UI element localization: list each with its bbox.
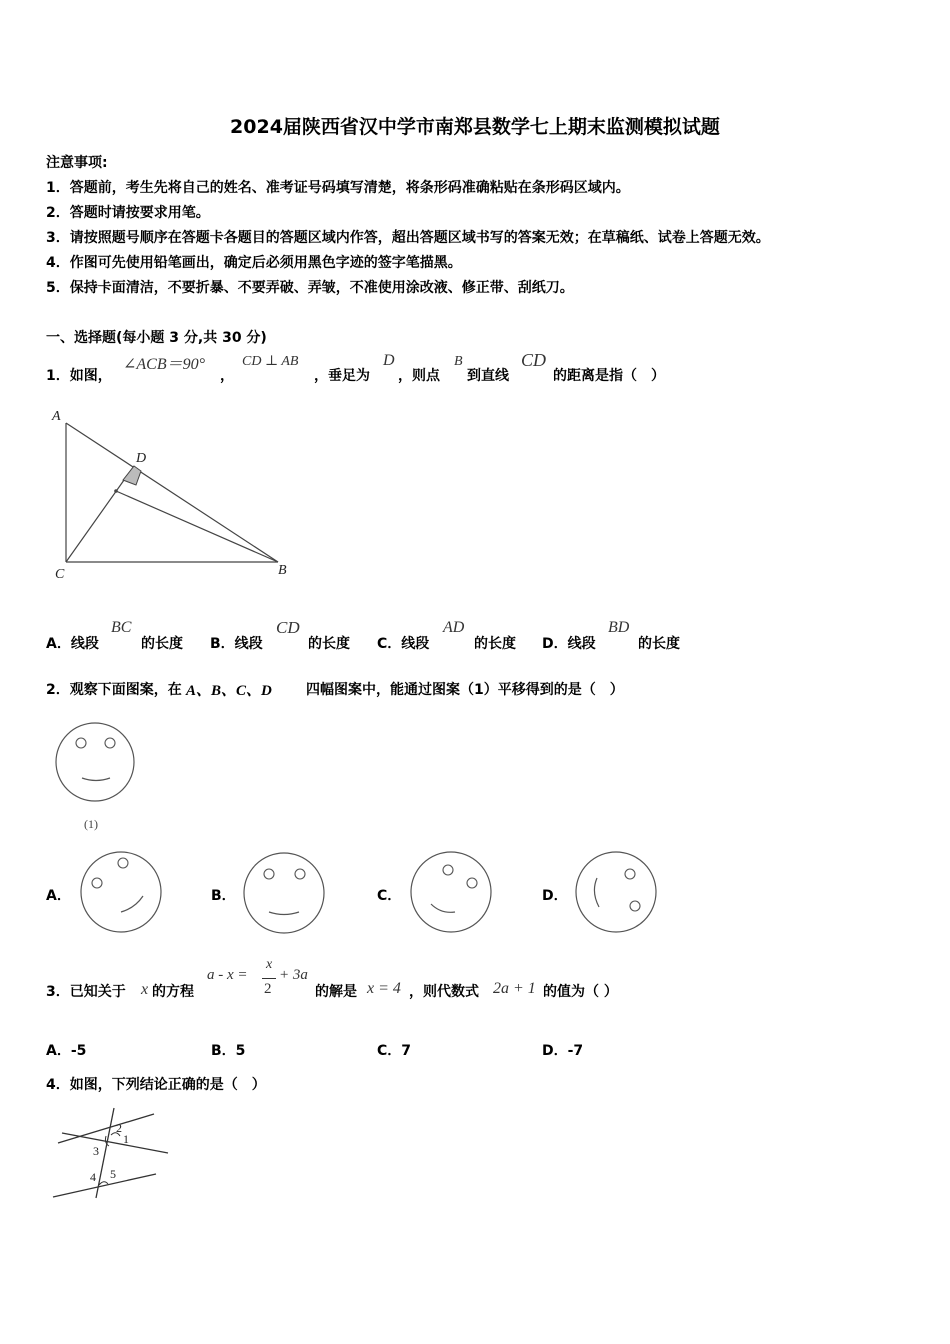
face-outline xyxy=(244,853,324,933)
q3-equation-left: a - x = xyxy=(207,967,248,983)
q1-option-a-suffix: 的长度 xyxy=(141,636,183,652)
q1-option-a-segment: BC xyxy=(111,619,132,636)
q1-text: ，垂足为 xyxy=(314,368,370,384)
angle-label-4: 4 xyxy=(90,1170,96,1184)
q1-option-b-letter[interactable]: B．线段 xyxy=(210,636,263,652)
q2-suffix: 四幅图案中，能通过图案（1）平移得到的是（ ） xyxy=(306,682,624,698)
horizontal-line-upper xyxy=(62,1133,168,1153)
face-eye xyxy=(118,858,128,868)
q1-line-cd: CD xyxy=(521,350,547,370)
right-angle-mark xyxy=(123,466,141,485)
q3-solution: x = 4 xyxy=(367,980,401,997)
q2-option-d[interactable]: D． xyxy=(542,888,568,904)
notice-item: 1．答题前，考生先将自己的姓名、准考证号码填写清楚，将条形码准确粘贴在条形码区域内。 xyxy=(46,180,630,196)
face-eye xyxy=(630,901,640,911)
angle-label-1: 1 xyxy=(123,1132,129,1146)
q3-variable-x: x xyxy=(141,981,149,998)
face-outline xyxy=(81,852,161,932)
face-outline xyxy=(56,723,134,801)
q4-lines-figure xyxy=(48,1100,178,1210)
angle-label-3: 3 xyxy=(93,1144,99,1158)
q1-option-b-segment: CD xyxy=(276,618,300,637)
q1-triangle-figure xyxy=(44,400,304,590)
q1-angle-formula: ∠ACB＝90° xyxy=(123,356,206,373)
q3-text: ，则代数式 xyxy=(409,984,479,1000)
q2-option-b[interactable]: B． xyxy=(211,888,236,904)
q3-fraction-denominator: 2 xyxy=(264,981,272,997)
q1-text: 的距离是指（ ） xyxy=(553,368,665,384)
q1-comma: ， xyxy=(220,368,234,384)
q1-text: ，则点 xyxy=(398,368,440,384)
q2-reference-face xyxy=(52,720,142,810)
q1-option-d-segment: BD xyxy=(608,619,630,636)
q1-option-c-segment: AD xyxy=(443,619,465,636)
q2-option-c-face xyxy=(407,850,495,938)
face-eye xyxy=(264,869,274,879)
q2-figure-caption: (1) xyxy=(84,817,98,831)
face-eye xyxy=(105,738,115,748)
point-e xyxy=(114,489,118,493)
face-outline xyxy=(576,852,656,932)
face-outline xyxy=(411,852,491,932)
face-mouth xyxy=(431,904,455,912)
face-eye xyxy=(295,869,305,879)
q1-text: 到直线 xyxy=(467,368,509,384)
q2-option-b-face xyxy=(241,850,329,938)
q3-text: 的方程 xyxy=(152,984,194,1000)
angle-label-2: 2 xyxy=(116,1121,122,1135)
q1-point-d: D xyxy=(383,352,395,369)
label-c: C xyxy=(55,567,65,582)
face-mouth xyxy=(269,912,299,915)
q3-option-c[interactable]: C．7 xyxy=(377,1043,412,1059)
q3-expression: 2a + 1 xyxy=(493,980,536,997)
page-title: 2024届陕西省汉中学市南郑县数学七上期末监测模拟试题 xyxy=(230,116,720,138)
q1-option-d-suffix: 的长度 xyxy=(638,636,680,652)
q1-point-b: B xyxy=(454,354,463,369)
q3-text: 的值为（ ） xyxy=(543,984,618,1000)
q1-perp-formula: CD ⊥ AB xyxy=(242,354,299,369)
q3-option-b[interactable]: B．5 xyxy=(211,1043,246,1059)
slanted-line-lower xyxy=(53,1174,156,1197)
q3-fraction-numerator: x xyxy=(266,957,273,972)
q2-letters: A、B、C、D xyxy=(186,683,272,699)
q1-option-c-letter[interactable]: C．线段 xyxy=(377,636,430,652)
notice-item: 4．作图可先使用铅笔画出，确定后必须用黑色字迹的签字笔描黑。 xyxy=(46,255,462,271)
q2-prefix: 2．观察下面图案，在 xyxy=(46,682,182,698)
angle-label-5: 5 xyxy=(110,1167,116,1181)
segment-ab xyxy=(66,423,278,562)
q3-prefix: 3．已知关于 xyxy=(46,984,126,1000)
q4-stem: 4．如图，下列结论正确的是（ ） xyxy=(46,1077,266,1093)
q3-option-a[interactable]: A．-5 xyxy=(46,1043,87,1059)
q3-option-d[interactable]: D．-7 xyxy=(542,1043,584,1059)
q2-option-c[interactable]: C． xyxy=(377,888,402,904)
q1-prefix: 1．如图， xyxy=(46,368,112,384)
label-d: D xyxy=(136,451,147,466)
face-eye xyxy=(625,869,635,879)
face-eye xyxy=(443,865,453,875)
q2-option-d-face xyxy=(573,850,661,938)
q1-option-b-suffix: 的长度 xyxy=(308,636,350,652)
section-heading: 一、选择题(每小题 3 分,共 30 分) xyxy=(46,330,267,346)
face-eye xyxy=(467,878,477,888)
q1-option-d-letter[interactable]: D．线段 xyxy=(542,636,596,652)
face-mouth xyxy=(121,896,143,912)
face-mouth xyxy=(82,778,110,781)
q2-option-a[interactable]: A． xyxy=(46,888,71,904)
label-a: A xyxy=(52,409,61,424)
q2-option-a-face xyxy=(77,848,165,936)
notice-item: 3．请按照题号顺序在答题卡各题目的答题区域内作答，超出答题区域书写的答案无效；在草稿纸、试卷上答题无效。 xyxy=(46,230,770,246)
q3-text: 的解是 xyxy=(315,984,357,1000)
q3-equation-right: + 3a xyxy=(279,967,308,983)
q3-fraction-bar xyxy=(262,978,276,979)
label-b: B xyxy=(278,563,287,578)
face-eye xyxy=(76,738,86,748)
slanted-line-upper xyxy=(58,1114,154,1143)
face-eye xyxy=(92,878,102,888)
notice-item: 2．答题时请按要求用笔。 xyxy=(46,205,210,221)
face-mouth xyxy=(594,878,599,907)
notice-heading: 注意事项: xyxy=(46,155,108,171)
segment-eb xyxy=(116,491,278,562)
notice-item: 5．保持卡面清洁，不要折暴、不要弄破、弄皱，不准使用涂改液、修正带、刮纸刀。 xyxy=(46,280,574,296)
q1-option-a-letter[interactable]: A．线段 xyxy=(46,636,99,652)
q1-option-c-suffix: 的长度 xyxy=(474,636,516,652)
